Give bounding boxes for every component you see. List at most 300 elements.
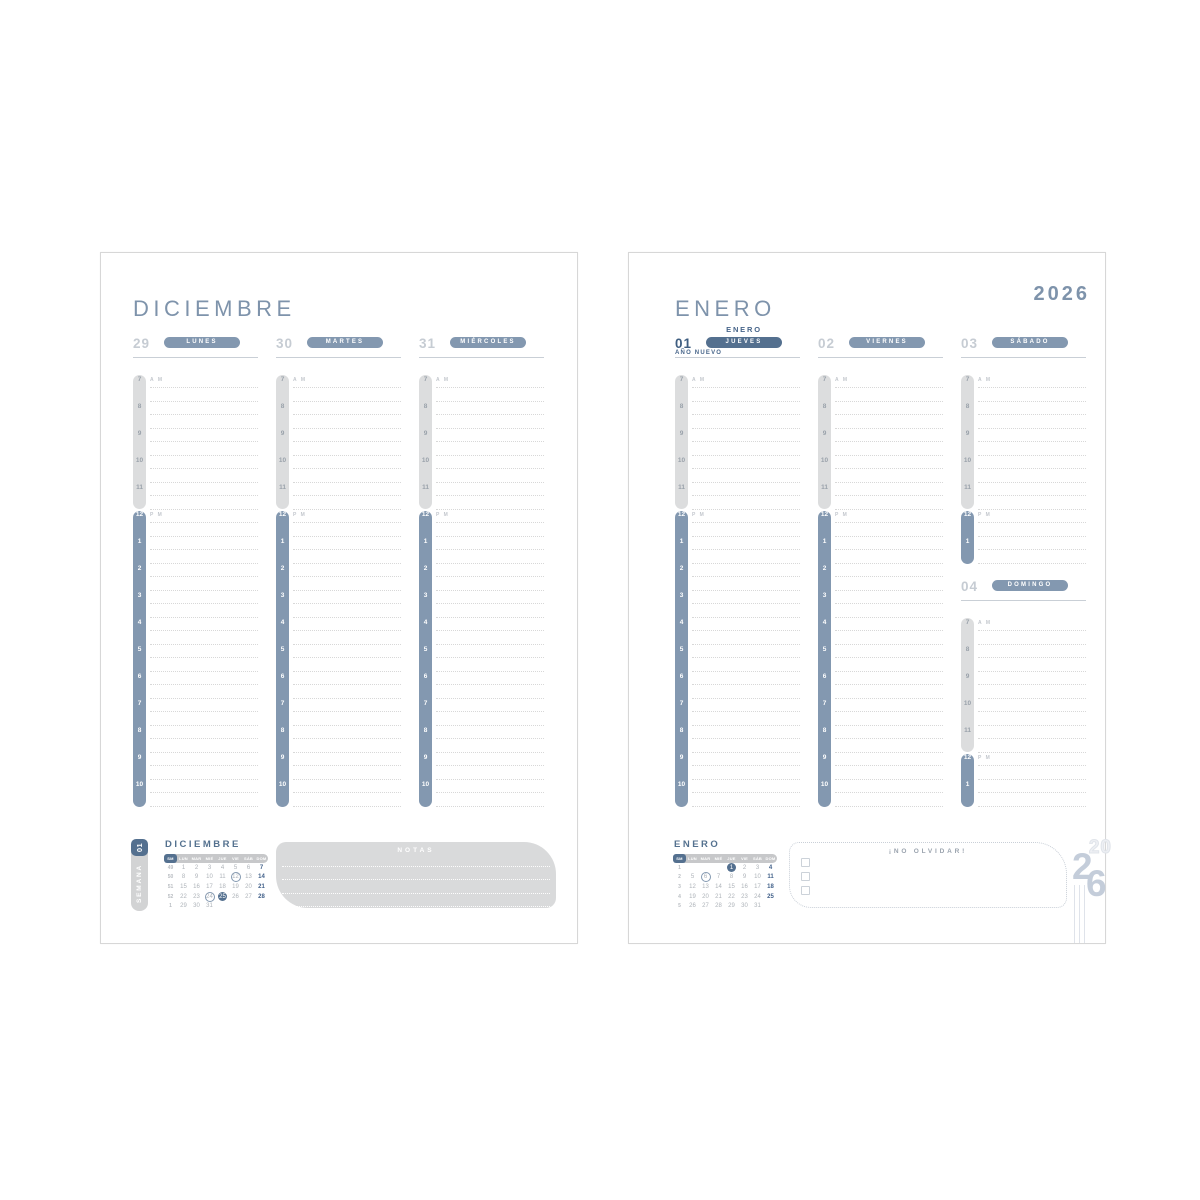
hour-number: 3 — [679, 592, 684, 599]
hour-number: 9 — [280, 430, 285, 437]
hour-slot[interactable] — [133, 483, 258, 510]
ampm-label: A M — [692, 377, 706, 383]
half-hour-line — [150, 792, 258, 793]
hour-slot[interactable] — [818, 726, 943, 753]
hour-number: 7 — [965, 619, 970, 626]
half-hour-line — [692, 441, 800, 442]
hour-slot[interactable] — [818, 780, 943, 807]
hour-slot[interactable] — [675, 780, 800, 807]
hour-slot[interactable] — [276, 618, 401, 645]
year-graphic-digit: 6 — [1086, 863, 1107, 904]
hour-number: 1 — [965, 781, 970, 788]
notes-ruled-line — [282, 906, 550, 907]
hour-slot[interactable] — [675, 483, 800, 510]
hour-number: 9 — [965, 673, 970, 680]
hour-slot[interactable] — [133, 537, 258, 564]
reminder-box[interactable] — [789, 842, 1067, 908]
hour-slot[interactable] — [419, 510, 544, 537]
hour-number: 2 — [423, 565, 428, 572]
hour-slot[interactable] — [818, 618, 943, 645]
hour-slot[interactable] — [818, 672, 943, 699]
weekday-label: MAR — [700, 856, 711, 861]
hour-number: 8 — [280, 403, 285, 410]
half-hour-line — [150, 495, 258, 496]
hour-grid — [961, 618, 1086, 807]
hour-slot[interactable] — [818, 456, 943, 483]
year-label: 2026 — [1033, 283, 1090, 305]
half-hour-line — [835, 684, 943, 685]
half-hour-line — [150, 765, 258, 766]
half-hour-line — [436, 603, 544, 604]
hour-number: 7 — [137, 700, 142, 707]
hour-slot[interactable] — [419, 537, 544, 564]
minical-day — [699, 874, 712, 880]
hour-slot[interactable] — [961, 780, 1086, 807]
minical-day: 16 — [741, 883, 748, 890]
hour-slot[interactable] — [419, 375, 544, 402]
hour-number: 1 — [679, 538, 684, 545]
hour-slot[interactable] — [961, 672, 1086, 699]
reminder-checkbox[interactable] — [801, 872, 810, 881]
half-hour-line — [150, 684, 258, 685]
minical-day: 7 — [259, 864, 264, 871]
hour-slot[interactable] — [133, 699, 258, 726]
minical-day: 16 — [193, 883, 200, 890]
minical-day: 15 — [728, 883, 735, 890]
hour-number: 12 — [421, 511, 430, 518]
hour-slot[interactable] — [961, 429, 1086, 456]
minical-day: 9 — [194, 874, 199, 881]
hour-slot[interactable] — [961, 510, 1086, 537]
hour-slot[interactable] — [961, 753, 1086, 780]
minical-day — [203, 894, 216, 900]
hour-number: 11 — [678, 484, 685, 491]
ampm-label: P M — [293, 512, 307, 518]
minical-week-row — [673, 873, 777, 883]
ampm-label: A M — [978, 377, 992, 383]
day-number: 04 — [961, 579, 979, 594]
hour-number: 4 — [280, 619, 285, 626]
weekday-label: LUN — [688, 856, 697, 861]
minical-day-marker: 25 — [219, 893, 226, 900]
minical-day: 8 — [181, 874, 186, 881]
day-number: 29 — [133, 336, 151, 351]
minical-day: 4 — [768, 864, 773, 871]
week-number: 49 — [167, 864, 174, 871]
hour-slot[interactable] — [276, 753, 401, 780]
day-column-martes — [276, 336, 401, 807]
hour-number: 10 — [820, 781, 829, 788]
hour-slot[interactable] — [818, 699, 943, 726]
day-header — [961, 336, 1086, 358]
minical-day: 19 — [232, 883, 239, 890]
hour-slot[interactable] — [133, 510, 258, 537]
hour-slot[interactable] — [276, 672, 401, 699]
hour-number: 4 — [137, 619, 142, 626]
hour-slot[interactable] — [419, 672, 544, 699]
hour-line — [978, 806, 1086, 807]
hour-number: 9 — [679, 754, 684, 761]
weekday-label: DOM — [256, 856, 267, 861]
half-hour-line — [293, 630, 401, 631]
minical-day: 2 — [742, 864, 747, 871]
hour-grid — [818, 375, 943, 807]
minical-day: 19 — [689, 893, 696, 900]
hour-number: 6 — [423, 673, 428, 680]
half-hour-line — [150, 738, 258, 739]
day-name-pill: MARTES — [307, 337, 383, 348]
hour-number: 2 — [679, 565, 684, 572]
hour-slot[interactable] — [133, 564, 258, 591]
hour-slot[interactable] — [675, 672, 800, 699]
hour-slot[interactable] — [276, 429, 401, 456]
hour-number: 1 — [137, 538, 142, 545]
day-number: 31 — [419, 336, 437, 351]
hour-number: 9 — [822, 430, 827, 437]
hour-grid — [133, 375, 258, 807]
half-hour-line — [293, 495, 401, 496]
hour-slot[interactable] — [675, 402, 800, 429]
hour-number: 7 — [822, 376, 827, 383]
hour-slot[interactable] — [961, 726, 1086, 753]
minical-day — [216, 894, 229, 900]
hour-slot[interactable] — [961, 618, 1086, 645]
hour-number: 7 — [965, 376, 970, 383]
ampm-label: P M — [978, 755, 992, 761]
minical-day — [229, 874, 242, 880]
hour-number: 8 — [965, 403, 970, 410]
minical-day: 31 — [206, 903, 213, 910]
minical-week-row — [164, 892, 268, 902]
weekday-label: VIE — [231, 856, 240, 861]
hour-slot[interactable] — [276, 375, 401, 402]
minical-day: 15 — [180, 883, 187, 890]
hour-slot[interactable] — [419, 699, 544, 726]
hour-slot[interactable] — [419, 483, 544, 510]
half-hour-line — [150, 522, 258, 523]
hour-slot[interactable] — [818, 537, 943, 564]
hour-number: 12 — [963, 754, 972, 761]
hour-slot[interactable] — [133, 456, 258, 483]
hour-slot[interactable] — [675, 429, 800, 456]
hour-slot[interactable] — [276, 726, 401, 753]
reminder-checkbox[interactable] — [801, 858, 810, 867]
hour-number: 7 — [822, 700, 827, 707]
hour-slot[interactable] — [419, 618, 544, 645]
hour-slot[interactable] — [961, 537, 1086, 564]
half-hour-line — [436, 468, 544, 469]
hour-grid — [419, 375, 544, 807]
day-columns-december — [133, 336, 544, 807]
half-hour-line — [150, 441, 258, 442]
day-name-pill: MIÉRCOLES — [450, 337, 526, 348]
day-name-pill: DOMINGO — [992, 580, 1068, 591]
half-hour-line — [835, 468, 943, 469]
hour-slot[interactable] — [675, 375, 800, 402]
half-hour-line — [293, 576, 401, 577]
hour-slot[interactable] — [419, 456, 544, 483]
minical-day: 26 — [232, 893, 239, 900]
week-number: 52 — [167, 893, 174, 900]
hour-slot[interactable] — [675, 564, 800, 591]
hour-number: 7 — [280, 700, 285, 707]
notes-title: NOTAS — [397, 847, 435, 854]
hour-number: 3 — [137, 592, 142, 599]
minical-day: 12 — [689, 883, 696, 890]
minical-day: 5 — [233, 864, 238, 871]
hour-slot[interactable] — [675, 618, 800, 645]
hour-line — [692, 806, 800, 807]
hour-slot[interactable] — [419, 429, 544, 456]
hour-slot[interactable] — [419, 591, 544, 618]
hour-slot[interactable] — [818, 753, 943, 780]
half-hour-line — [436, 738, 544, 739]
ampm-label: P M — [978, 512, 992, 518]
day-column-sabado — [961, 336, 1086, 564]
minical-day: 11 — [219, 874, 226, 881]
half-hour-line — [835, 387, 943, 388]
half-hour-line — [692, 576, 800, 577]
hour-slot[interactable] — [133, 753, 258, 780]
hour-number: 2 — [822, 565, 827, 572]
half-hour-line — [436, 684, 544, 685]
hour-slot[interactable] — [675, 591, 800, 618]
weekday-label: MAR — [191, 856, 202, 861]
minical-week-row — [673, 863, 777, 873]
minical-day: 28 — [258, 893, 265, 900]
minical-day: 13 — [702, 883, 709, 890]
hour-slot[interactable] — [675, 537, 800, 564]
hour-number: 8 — [423, 727, 428, 734]
minical-day: 27 — [702, 903, 709, 910]
hour-slot[interactable] — [276, 537, 401, 564]
hour-slot[interactable] — [276, 780, 401, 807]
hour-slot[interactable] — [276, 402, 401, 429]
hour-slot[interactable] — [961, 483, 1086, 510]
hour-slot[interactable] — [133, 645, 258, 672]
minical-day: 31 — [754, 903, 761, 910]
weekday-label: LUN — [179, 856, 188, 861]
minical-day: 6 — [246, 864, 251, 871]
hour-slot[interactable] — [419, 726, 544, 753]
half-hour-line — [835, 576, 943, 577]
day-number: 01 — [675, 336, 693, 351]
bottom-section-december — [101, 839, 577, 945]
hour-slot[interactable] — [675, 456, 800, 483]
hour-grid — [961, 375, 1086, 564]
minical-week-row — [164, 882, 268, 892]
weekday-label: DOM — [765, 856, 776, 861]
minical-day: 14 — [258, 874, 265, 881]
mini-calendar-january — [673, 839, 777, 911]
day-header — [276, 336, 401, 358]
minical-day: 29 — [180, 903, 187, 910]
year-graphic-top: 20 — [1088, 837, 1112, 858]
hour-slot[interactable] — [133, 591, 258, 618]
hour-slot[interactable] — [675, 510, 800, 537]
hour-number: 9 — [137, 754, 142, 761]
weekend-column-stack — [961, 336, 1086, 807]
hour-slot[interactable] — [276, 456, 401, 483]
half-hour-line — [835, 414, 943, 415]
hour-slot[interactable] — [133, 375, 258, 402]
minical-day: 13 — [245, 874, 252, 881]
hour-number: 5 — [679, 646, 684, 653]
hour-number: 11 — [422, 484, 429, 491]
hour-slot[interactable] — [961, 645, 1086, 672]
hour-number: 8 — [679, 727, 684, 734]
half-hour-line — [436, 387, 544, 388]
minical-week-row — [673, 901, 777, 911]
minical-day: 10 — [754, 874, 761, 881]
hour-number: 9 — [423, 430, 428, 437]
notes-box[interactable] — [276, 842, 556, 908]
hour-number: 9 — [679, 430, 684, 437]
minical-week-row — [164, 901, 268, 911]
hour-number: 11 — [279, 484, 286, 491]
minical-day: 27 — [245, 893, 252, 900]
half-hour-line — [835, 792, 943, 793]
hour-number: 10 — [135, 457, 144, 464]
minical-week-row — [164, 863, 268, 873]
minical-day: 5 — [690, 874, 695, 881]
hour-number: 9 — [822, 754, 827, 761]
day-header — [133, 336, 258, 358]
half-hour-line — [436, 414, 544, 415]
notes-ruled-line — [282, 893, 550, 894]
half-hour-line — [692, 630, 800, 631]
weekday-label: JUE — [218, 856, 227, 861]
half-hour-line — [293, 765, 401, 766]
day-column-viernes — [818, 336, 943, 807]
hour-number: 8 — [137, 727, 142, 734]
minical-day: 8 — [729, 874, 734, 881]
half-hour-line — [978, 387, 1086, 388]
hour-slot[interactable] — [133, 726, 258, 753]
hour-number: 5 — [137, 646, 142, 653]
hour-slot[interactable] — [419, 402, 544, 429]
half-hour-line — [436, 657, 544, 658]
hour-number: 12 — [820, 511, 829, 518]
hour-slot[interactable] — [276, 564, 401, 591]
minical-week-row — [673, 882, 777, 892]
hour-number: 1 — [423, 538, 428, 545]
minical-day: 14 — [715, 883, 722, 890]
half-hour-line — [293, 684, 401, 685]
hour-number: 10 — [677, 781, 686, 788]
day-name-pill: VIERNES — [849, 337, 925, 348]
hour-number: 10 — [677, 457, 686, 464]
hour-slot[interactable] — [818, 564, 943, 591]
hour-slot[interactable] — [276, 510, 401, 537]
half-hour-line — [835, 711, 943, 712]
hour-slot[interactable] — [133, 618, 258, 645]
half-hour-line — [150, 414, 258, 415]
hour-slot[interactable] — [961, 456, 1086, 483]
hour-slot[interactable] — [276, 591, 401, 618]
hour-slot[interactable] — [419, 780, 544, 807]
notes-ruled-line — [282, 866, 550, 867]
hour-slot[interactable] — [961, 402, 1086, 429]
hour-slot[interactable] — [818, 645, 943, 672]
hour-slot[interactable] — [276, 483, 401, 510]
minical-day: 18 — [219, 883, 226, 890]
page-title-december: DICIEMBRE — [133, 295, 296, 321]
hour-slot[interactable] — [675, 699, 800, 726]
half-hour-line — [692, 765, 800, 766]
hour-slot[interactable] — [133, 402, 258, 429]
week-number-text: 01 — [135, 842, 144, 853]
hour-slot[interactable] — [133, 672, 258, 699]
reminder-checkbox[interactable] — [801, 886, 810, 895]
minical-day: 10 — [206, 874, 213, 881]
hour-number: 9 — [423, 754, 428, 761]
half-hour-line — [293, 711, 401, 712]
hour-slot[interactable] — [818, 510, 943, 537]
hour-number: 12 — [278, 511, 287, 518]
half-hour-line — [293, 468, 401, 469]
hour-slot[interactable] — [961, 699, 1086, 726]
hour-number: 10 — [278, 457, 287, 464]
week-number-badge — [131, 839, 148, 856]
hour-slot[interactable] — [675, 753, 800, 780]
hour-number: 10 — [135, 781, 144, 788]
day-column-miercoles — [419, 336, 544, 807]
half-hour-line — [692, 549, 800, 550]
minical-day-marker: 24 — [206, 893, 213, 900]
hour-slot[interactable] — [133, 429, 258, 456]
hour-slot[interactable] — [419, 645, 544, 672]
hour-slot[interactable] — [818, 483, 943, 510]
half-hour-line — [293, 603, 401, 604]
hour-number: 2 — [280, 565, 285, 572]
half-hour-line — [150, 387, 258, 388]
week-number: 1 — [678, 864, 681, 871]
hour-slot[interactable] — [276, 699, 401, 726]
half-hour-line — [293, 738, 401, 739]
hour-slot[interactable] — [419, 564, 544, 591]
hour-number: 10 — [963, 700, 972, 707]
hour-slot[interactable] — [818, 402, 943, 429]
hour-slot[interactable] — [419, 753, 544, 780]
hour-slot[interactable] — [818, 375, 943, 402]
hour-slot[interactable] — [818, 591, 943, 618]
minical-day: 17 — [206, 883, 213, 890]
day-header — [419, 336, 544, 358]
year-graphic-digit: 2 — [1072, 846, 1093, 887]
half-hour-line — [692, 603, 800, 604]
hour-slot[interactable] — [961, 375, 1086, 402]
half-hour-line — [293, 414, 401, 415]
half-hour-line — [835, 738, 943, 739]
day-name-pill: SÁBADO — [992, 337, 1068, 348]
half-hour-line — [692, 522, 800, 523]
minical-day: 25 — [767, 893, 774, 900]
hour-number: 6 — [137, 673, 142, 680]
hour-number: 11 — [821, 484, 828, 491]
hour-slot[interactable] — [675, 726, 800, 753]
hour-number: 8 — [965, 646, 970, 653]
half-hour-line — [293, 387, 401, 388]
hour-slot[interactable] — [818, 429, 943, 456]
hour-number: 7 — [280, 376, 285, 383]
hour-slot[interactable] — [675, 645, 800, 672]
minical-day: 3 — [755, 864, 760, 871]
minical-day-marker: 1 — [727, 863, 736, 872]
page-december — [100, 252, 578, 944]
hour-slot[interactable] — [276, 645, 401, 672]
hour-slot[interactable] — [133, 780, 258, 807]
